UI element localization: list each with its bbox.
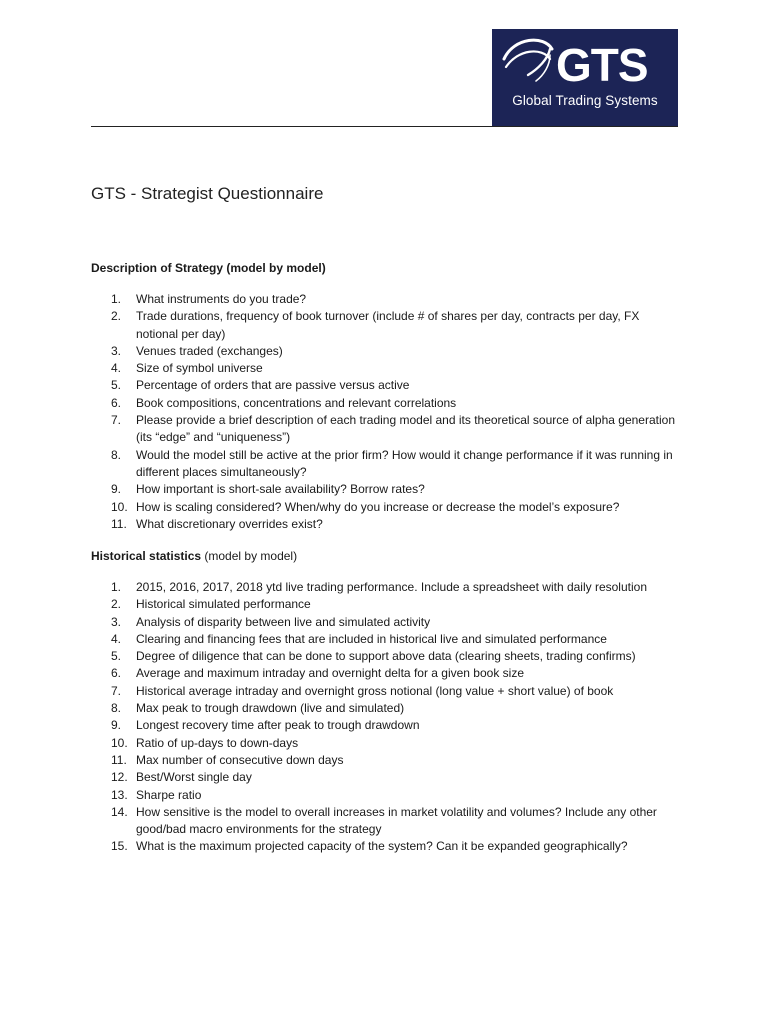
list-item: 13. Sharpe ratio [111,787,202,802]
statistics-question-list [91,579,681,856]
section-heading: Historical statistics (model by model) [91,549,298,563]
section-historical-statistics [91,548,681,856]
list-item: 3. Venues traded (exchanges) [111,343,283,358]
section-description-of-strategy [91,260,681,533]
list-item: 4. Clearing and financing fees that are included in historical live and simulated performance [111,631,607,646]
globe-swoosh-icon [492,29,678,126]
list-item: 1. 2015, 2016, 2017, 2018 ytd live trading performance. Include a spreadsheet with daily resolution [111,580,647,594]
list-item: 9. Longest recovery time after peak to trough drawdown [111,718,420,733]
list-item: 1. What instruments do you trade? [111,292,307,306]
list-item: 5. Percentage of orders that are passive versus active [111,378,410,393]
logo-mark: GTS [556,39,648,91]
page-title: GTS - Strategist Questionnaire [91,184,324,203]
list-item: 6. Book compositions, concentrations and relevant correlations [111,395,457,410]
list-item: 2. Trade durations, frequency of book turnover (include # of shares per day, contracts per day, FX notional per day) [111,309,640,341]
list-item: 8. Would the model still be active at the prior firm? How would it change performance if it was running in different places simultaneously? [111,447,673,479]
header-divider [91,126,678,127]
list-item: 2. Historical simulated performance [111,597,311,612]
section-heading: Description of Strategy (model by model) [91,261,326,275]
list-item: 8. Max peak to trough drawdown (live and simulated) [111,701,405,716]
strategy-question-list [91,291,681,533]
list-item: 10. How is scaling considered? When/why do you increase or decrease the model’s exposure? [111,499,620,514]
list-item: 5. Degree of diligence that can be done to support above data (clearing sheets, trading confirms) [111,649,636,664]
list-item: 12. Best/Worst single day [111,770,252,785]
list-item: 7. Please provide a brief description of each trading model and its theoretical source of alpha generation (its “edge” and “uniqueness”) [111,413,675,445]
list-item: 11. Max number of consecutive down days [111,752,344,767]
list-item: 11. What discretionary overrides exist? [111,516,323,531]
list-item: 4. Size of symbol universe [111,361,263,376]
gts-logo [492,29,678,126]
list-item: 10. Ratio of up-days to down-days [111,735,299,750]
logo-subtitle: Global Trading Systems [512,93,658,108]
list-item: 15. What is the maximum projected capacity of the system? Can it be expanded geographically? [111,839,628,854]
list-item: 14. How sensitive is the model to overall increases in market volatility and volumes? Include any other good/bad macro environments for the strategy [111,804,657,837]
list-item: 7. Historical average intraday and overnight gross notional (long value + short value) of book [111,683,614,698]
list-item: 3. Analysis of disparity between live and simulated activity [111,614,431,629]
list-item: 9. How important is short-sale availability? Borrow rates? [111,482,425,497]
list-item: 6. Average and maximum intraday and overnight delta for a given book size [111,666,525,681]
